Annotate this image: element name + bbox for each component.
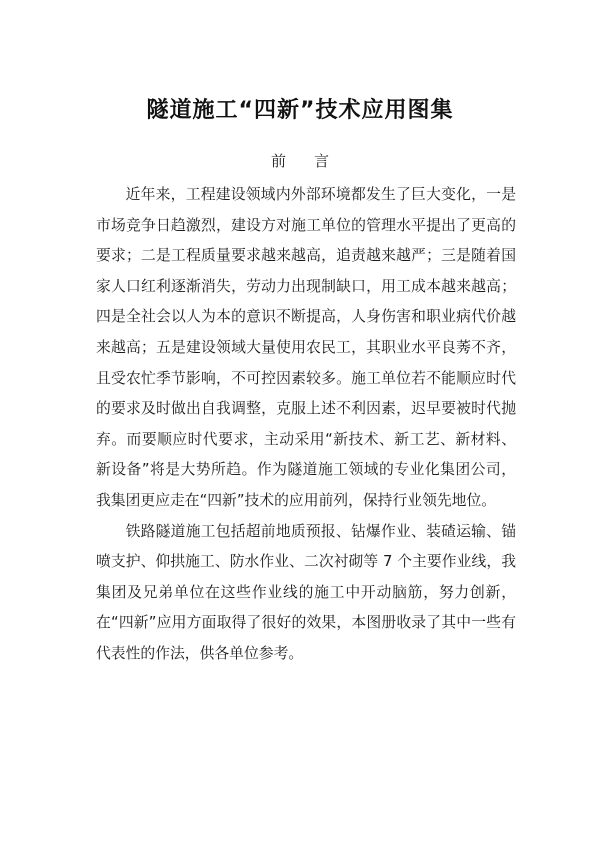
preface-heading-char-2: 言 [314,152,330,170]
preface-heading [0,150,600,171]
preface-body [96,180,516,670]
preface-paragraph-2: 铁路隧道施工包括超前地质预报、钻爆作业、装碴运输、锚喷支护、仰拱施工、防水作业、二次衬砌等 7 个主要作业线，我集团及兄弟单位在这些作业线的施工中开动脑筋，努力创新，在“四新”应用方面取得了很好的效果，本图册收录了其中一些有代表性的作法，供各单位参考。 [96,522,516,662]
document-title: 隧道施工“四新”技术应用图集 [146,98,454,123]
preface-heading-char-1: 前 [270,152,286,170]
preface-paragraph-1: 近年来，工程建设领域内外部环境都发生了巨大变化，一是市场竞争日趋激烈，建设方对施工单位的管理水平提出了更高的要求；二是工程质量要求越来越高，追责越来越严；三是随着国家人口红利逐渐消失，劳动力出现制缺口，用工成本越来越高；四是全社会以人为本的意识不断提高，人身伤害和职业病代价越来越高；五是建设领域大量使用农民工，其职业水平良莠不齐，且受农忙季节影响，不可控因素较多。施工单位若不能顺应时代的要求及时做出自我调整，克服上述不利因素，迟早要被时代抛弃。而要顺应时代要求，主动采用“新技术、新工艺、新材料、新设备”将是大势所趋。作为隧道施工领域的专业化集团公司，我集团更应走在“四新”技术的应用前列，保持行业领先地位。 [96,186,516,509]
